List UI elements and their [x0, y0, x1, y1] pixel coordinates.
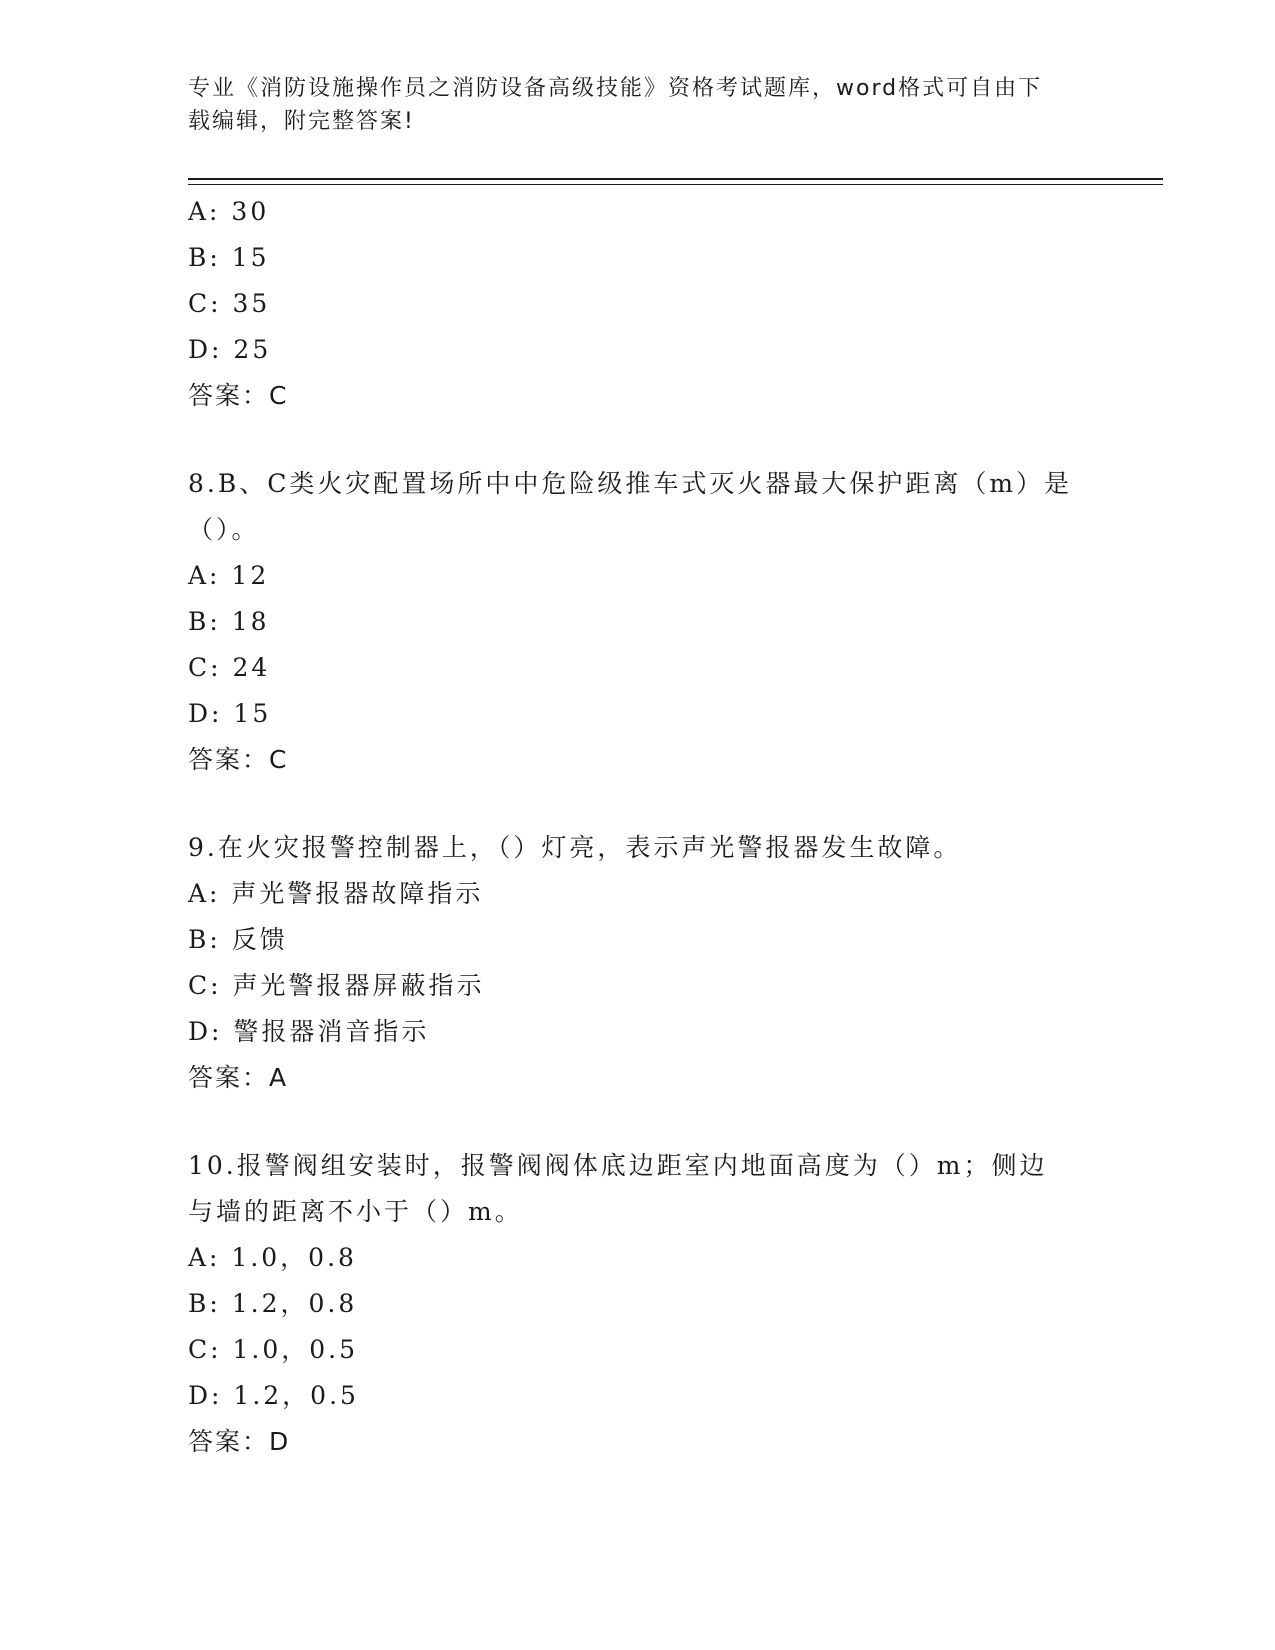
- question-10: [188, 1143, 1088, 1465]
- question-8: [188, 461, 1088, 783]
- answer-line: 答案：A: [188, 1063, 289, 1092]
- option-c: C: 35: [188, 289, 271, 318]
- option-b: B: 15: [188, 243, 270, 272]
- answer-line: 答案：D: [188, 1427, 291, 1456]
- answer-line: 答案：C: [188, 381, 289, 410]
- header-divider-thin: [188, 184, 1163, 185]
- question-text: [188, 461, 1088, 553]
- option-a: A: 12: [188, 561, 270, 590]
- option-c: C: 24: [188, 653, 271, 682]
- option-b: B: 18: [188, 607, 270, 636]
- question-text-line-1: 8.B、C类火灾配置场所中中危险级推车式灭火器最大保护距离（m）是: [188, 469, 1073, 498]
- question-text: [188, 825, 1088, 871]
- question-list: [188, 189, 1088, 1465]
- question-text-line-2: （）。: [188, 515, 260, 544]
- question-text-line-1: 10.报警阀组安装时，报警阀阀体底边距室内地面高度为（）m；侧边: [188, 1151, 1048, 1180]
- option-d: D: 1.2，0.5: [188, 1381, 359, 1410]
- option-d: D: 15: [188, 699, 272, 728]
- option-c: C: 声光警报器屏蔽指示: [188, 971, 485, 1000]
- question-7: [188, 189, 1088, 419]
- question-text-line-1: 9.在火灾报警控制器上，（）灯亮，表示声光警报器发生故障。: [188, 833, 962, 862]
- header-line-2: 载编辑，附完整答案!: [188, 109, 415, 134]
- option-b: B: 反馈: [188, 925, 288, 954]
- header-divider-thick: [188, 178, 1163, 180]
- question-text: [188, 1143, 1088, 1235]
- option-a: A: 声光警报器故障指示: [188, 879, 484, 908]
- question-9: [188, 825, 1088, 1101]
- option-c: C: 1.0，0.5: [188, 1335, 359, 1364]
- option-a: A: 30: [188, 197, 270, 226]
- option-d: D: 警报器消音指示: [188, 1017, 430, 1046]
- option-d: D: 25: [188, 335, 272, 364]
- question-text-line-2: 与墙的距离不小于（）m。: [188, 1197, 523, 1226]
- option-b: B: 1.2，0.8: [188, 1289, 358, 1318]
- option-a: A: 1.0，0.8: [188, 1243, 357, 1272]
- header-line-1: 专业《消防设施操作员之消防设备高级技能》资格考试题库，word格式可自由下: [188, 76, 1043, 101]
- answer-line: 答案：C: [188, 745, 289, 774]
- page-header: [188, 72, 1088, 138]
